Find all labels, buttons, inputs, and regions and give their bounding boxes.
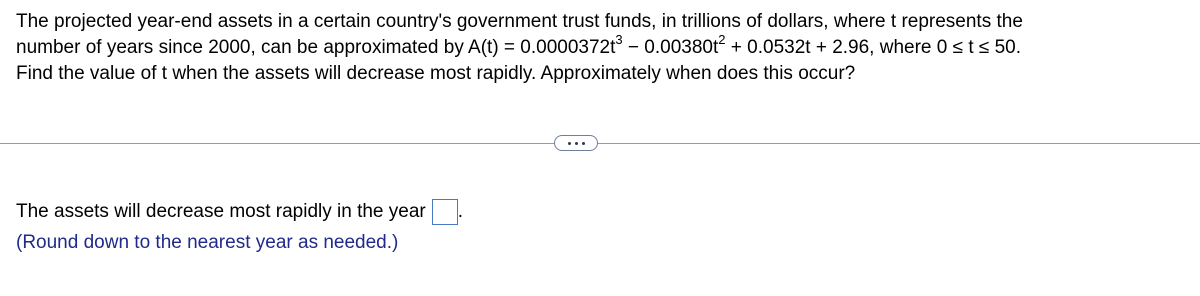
ellipsis-icon-dot-3: [582, 142, 585, 145]
ellipsis-icon-dot-2: [575, 142, 578, 145]
answer-prompt: The assets will decrease most rapidly in the year: [16, 201, 426, 222]
exponent-3: 3: [615, 31, 623, 47]
question-line-3: Find the value of t when the assets will decrease most rapidly. Approximately when does this occur?: [16, 63, 856, 84]
answer-line: [16, 199, 463, 225]
section-divider: [0, 143, 1200, 144]
answer-period: .: [457, 201, 464, 222]
ellipsis-icon-dot-1: [568, 142, 571, 145]
question-line-2-mid: − 0.00380t: [622, 37, 719, 58]
question-line-2-end: + 0.0532t + 2.96, where 0 ≤ t ≤ 50.: [725, 37, 1021, 58]
exponent-2: 2: [718, 31, 726, 47]
answer-input[interactable]: [432, 199, 458, 225]
show-more-button[interactable]: [554, 135, 598, 151]
question-line-2-start: number of years since 2000, can be approximated by A(t) = 0.0000372t: [16, 37, 616, 58]
rounding-hint: (Round down to the nearest year as needed.): [16, 232, 399, 253]
question-text: [16, 9, 1191, 87]
question-line-2: [16, 31, 1191, 61]
question-line-1: The projected year-end assets in a certain country's government trust funds, in trillions of dollars, where t represents the: [16, 11, 1023, 32]
